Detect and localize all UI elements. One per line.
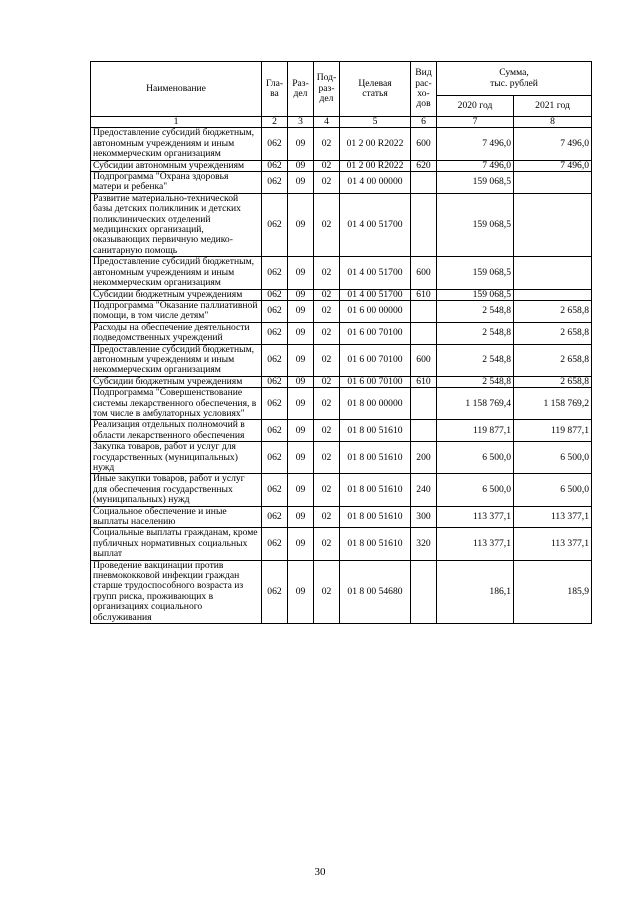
row-exp-type: 600: [411, 257, 437, 289]
row-target: 01 8 00 51610: [340, 474, 411, 506]
column-index-row: [91, 117, 592, 128]
row-name: Социальные выплаты гражданам, кроме публичных нормативных социальных выплат: [91, 528, 262, 560]
row-section: 09: [288, 289, 314, 300]
header-sum: Сумма, тыс. рублей: [437, 62, 592, 96]
column-index-cell: 2: [262, 117, 288, 128]
row-target: 01 8 00 51610: [340, 420, 411, 442]
row-subsection: 02: [314, 376, 340, 387]
row-section: 09: [288, 474, 314, 506]
header-chapter: Гла- ва: [262, 62, 288, 117]
table-row: [91, 528, 592, 560]
row-exp-type: [411, 388, 437, 420]
row-exp-type: 600: [411, 128, 437, 160]
row-exp-type: 600: [411, 344, 437, 376]
row-amount-2021: 1 158 769,2: [514, 388, 592, 420]
row-exp-type: 620: [411, 160, 437, 171]
row-chapter: 062: [262, 442, 288, 474]
row-section: 09: [288, 128, 314, 160]
row-amount-2020: 7 496,0: [437, 160, 514, 171]
row-exp-type: 200: [411, 442, 437, 474]
row-target: 01 4 00 51700: [340, 257, 411, 289]
row-exp-type: [411, 322, 437, 344]
header-row: [91, 62, 592, 96]
header-section: Раз- дел: [288, 62, 314, 117]
row-amount-2020: 2 548,8: [437, 344, 514, 376]
row-amount-2021: 6 500,0: [514, 442, 592, 474]
table-row: [91, 474, 592, 506]
row-amount-2020: 186,1: [437, 560, 514, 623]
table-row: [91, 388, 592, 420]
row-section: 09: [288, 376, 314, 387]
row-chapter: 062: [262, 160, 288, 171]
row-section: 09: [288, 388, 314, 420]
row-exp-type: 320: [411, 528, 437, 560]
column-index-cell: 5: [340, 117, 411, 128]
row-amount-2021: 185,9: [514, 560, 592, 623]
row-target: 01 6 00 70100: [340, 344, 411, 376]
row-name: Субсидии бюджетным учреждениям: [91, 376, 262, 387]
row-subsection: 02: [314, 128, 340, 160]
row-amount-2021: 6 500,0: [514, 474, 592, 506]
row-target: 01 6 00 70100: [340, 322, 411, 344]
row-target: 01 8 00 51610: [340, 442, 411, 474]
row-subsection: 02: [314, 344, 340, 376]
row-exp-type: 610: [411, 376, 437, 387]
row-amount-2021: 7 496,0: [514, 128, 592, 160]
row-target: 01 4 00 51700: [340, 193, 411, 256]
row-subsection: 02: [314, 506, 340, 528]
column-index-cell: 4: [314, 117, 340, 128]
column-index-cell: 8: [514, 117, 592, 128]
row-target: 01 6 00 00000: [340, 300, 411, 322]
table-row: [91, 160, 592, 171]
row-name: Развитие материально-технической базы детских поликлиник и детских поликлинических отделений медицинских организаций, оказывающих первичную медико-санитарную помощь: [91, 193, 262, 256]
row-subsection: 02: [314, 560, 340, 623]
table-row: [91, 300, 592, 322]
row-section: 09: [288, 506, 314, 528]
header-year-2021: 2021 год: [514, 96, 592, 117]
row-name: Подпрограмма "Совершенствование системы лекарственного обеспечения, в том числе в амбулаторных условиях": [91, 388, 262, 420]
header-name: Наименование: [91, 62, 262, 117]
row-exp-type: 240: [411, 474, 437, 506]
row-amount-2020: 6 500,0: [437, 442, 514, 474]
row-section: 09: [288, 442, 314, 474]
column-index-cell: 3: [288, 117, 314, 128]
row-exp-type: [411, 560, 437, 623]
table-row: [91, 506, 592, 528]
header-year-2020: 2020 год: [437, 96, 514, 117]
row-amount-2021: 2 658,8: [514, 322, 592, 344]
row-section: 09: [288, 528, 314, 560]
row-subsection: 02: [314, 474, 340, 506]
row-amount-2021: 113 377,1: [514, 528, 592, 560]
row-target: 01 4 00 51700: [340, 289, 411, 300]
page-number: 30: [314, 866, 326, 878]
row-amount-2020: 1 158 769,4: [437, 388, 514, 420]
row-chapter: 062: [262, 560, 288, 623]
row-amount-2021: [514, 172, 592, 194]
row-chapter: 062: [262, 376, 288, 387]
table-row: [91, 128, 592, 160]
row-chapter: 062: [262, 506, 288, 528]
row-amount-2021: 113 377,1: [514, 506, 592, 528]
column-index-cell: 6: [411, 117, 437, 128]
row-subsection: 02: [314, 193, 340, 256]
row-section: 09: [288, 420, 314, 442]
row-section: 09: [288, 193, 314, 256]
row-subsection: 02: [314, 160, 340, 171]
row-chapter: 062: [262, 344, 288, 376]
row-subsection: 02: [314, 388, 340, 420]
row-chapter: 062: [262, 300, 288, 322]
table-row: [91, 172, 592, 194]
row-chapter: 062: [262, 289, 288, 300]
table-row: [91, 193, 592, 256]
row-exp-type: [411, 300, 437, 322]
row-name: Расходы на обеспечение деятельности подведомственных учреждений: [91, 322, 262, 344]
row-name: Субсидии автономным учреждениям: [91, 160, 262, 171]
row-amount-2020: 7 496,0: [437, 128, 514, 160]
row-chapter: 062: [262, 474, 288, 506]
row-chapter: 062: [262, 172, 288, 194]
row-amount-2021: 2 658,8: [514, 300, 592, 322]
row-name: Предоставление субсидий бюджетным, автономным учреждениям и иным некоммерческим организациям: [91, 128, 262, 160]
row-section: 09: [288, 160, 314, 171]
row-amount-2021: [514, 257, 592, 289]
row-amount-2021: 119 877,1: [514, 420, 592, 442]
row-target: 01 4 00 00000: [340, 172, 411, 194]
row-amount-2021: 2 658,8: [514, 344, 592, 376]
row-amount-2020: 113 377,1: [437, 528, 514, 560]
row-name: Закупка товаров, работ и услуг для государственных (муниципальных) нужд: [91, 442, 262, 474]
table-row: [91, 322, 592, 344]
row-name: Социальное обеспечение и иные выплаты населению: [91, 506, 262, 528]
header-exp-type: Вид рас- хо- дов: [411, 62, 437, 117]
row-name: Реализация отдельных полномочий в области лекарственного обеспечения: [91, 420, 262, 442]
row-name: Подпрограмма "Охрана здоровья матери и ребенка": [91, 172, 262, 194]
row-subsection: 02: [314, 322, 340, 344]
row-subsection: 02: [314, 528, 340, 560]
table-row: [91, 442, 592, 474]
row-chapter: 062: [262, 193, 288, 256]
row-subsection: 02: [314, 442, 340, 474]
table-row: [91, 289, 592, 300]
row-name: Предоставление субсидий бюджетным, автономным учреждениям и иным некоммерческим организациям: [91, 344, 262, 376]
row-amount-2020: 2 548,8: [437, 376, 514, 387]
row-amount-2020: 159 068,5: [437, 257, 514, 289]
row-exp-type: [411, 172, 437, 194]
row-subsection: 02: [314, 420, 340, 442]
row-target: 01 8 00 54680: [340, 560, 411, 623]
row-amount-2020: 159 068,5: [437, 193, 514, 256]
row-name: Иные закупки товаров, работ и услуг для обеспечения государственных (муниципальных) нужд: [91, 474, 262, 506]
row-amount-2021: [514, 289, 592, 300]
row-chapter: 062: [262, 388, 288, 420]
row-amount-2020: 113 377,1: [437, 506, 514, 528]
row-target: 01 8 00 51610: [340, 506, 411, 528]
row-amount-2020: 6 500,0: [437, 474, 514, 506]
row-subsection: 02: [314, 257, 340, 289]
header-subsection: Под- раз- дел: [314, 62, 340, 117]
row-subsection: 02: [314, 300, 340, 322]
row-amount-2020: 159 068,5: [437, 172, 514, 194]
row-section: 09: [288, 257, 314, 289]
row-section: 09: [288, 560, 314, 623]
row-target: 01 6 00 70100: [340, 376, 411, 387]
column-index-cell: 1: [91, 117, 262, 128]
table-row: [91, 560, 592, 623]
table-row: [91, 376, 592, 387]
row-subsection: 02: [314, 172, 340, 194]
row-amount-2020: 2 548,8: [437, 322, 514, 344]
row-target: 01 8 00 00000: [340, 388, 411, 420]
row-name: Проведение вакцинации против пневмококковой инфекции граждан старше трудоспособного возраста из групп риска, проживающих в организациях социального обслуживания: [91, 560, 262, 623]
row-amount-2020: 159 068,5: [437, 289, 514, 300]
column-index-cell: 7: [437, 117, 514, 128]
row-amount-2021: 7 496,0: [514, 160, 592, 171]
row-section: 09: [288, 344, 314, 376]
row-chapter: 062: [262, 420, 288, 442]
row-chapter: 062: [262, 257, 288, 289]
row-target: 01 2 00 R2022: [340, 160, 411, 171]
row-exp-type: 300: [411, 506, 437, 528]
row-target: 01 8 00 51610: [340, 528, 411, 560]
header-target: Целевая статья: [340, 62, 411, 117]
table-row: [91, 344, 592, 376]
row-section: 09: [288, 322, 314, 344]
budget-table: [90, 61, 592, 624]
row-exp-type: [411, 420, 437, 442]
row-chapter: 062: [262, 528, 288, 560]
row-name: Подпрограмма "Оказание паллиативной помощи, в том числе детям": [91, 300, 262, 322]
row-section: 09: [288, 172, 314, 194]
row-amount-2020: 119 877,1: [437, 420, 514, 442]
row-name: Предоставление субсидий бюджетным, автономным учреждениям и иным некоммерческим организациям: [91, 257, 262, 289]
row-exp-type: 610: [411, 289, 437, 300]
table-row: [91, 420, 592, 442]
row-subsection: 02: [314, 289, 340, 300]
row-target: 01 2 00 R2022: [340, 128, 411, 160]
row-amount-2021: 2 658,8: [514, 376, 592, 387]
row-chapter: 062: [262, 128, 288, 160]
row-section: 09: [288, 300, 314, 322]
row-name: Субсидии бюджетным учреждениям: [91, 289, 262, 300]
row-exp-type: [411, 193, 437, 256]
table-row: [91, 257, 592, 289]
row-amount-2021: [514, 193, 592, 256]
row-amount-2020: 2 548,8: [437, 300, 514, 322]
row-chapter: 062: [262, 322, 288, 344]
